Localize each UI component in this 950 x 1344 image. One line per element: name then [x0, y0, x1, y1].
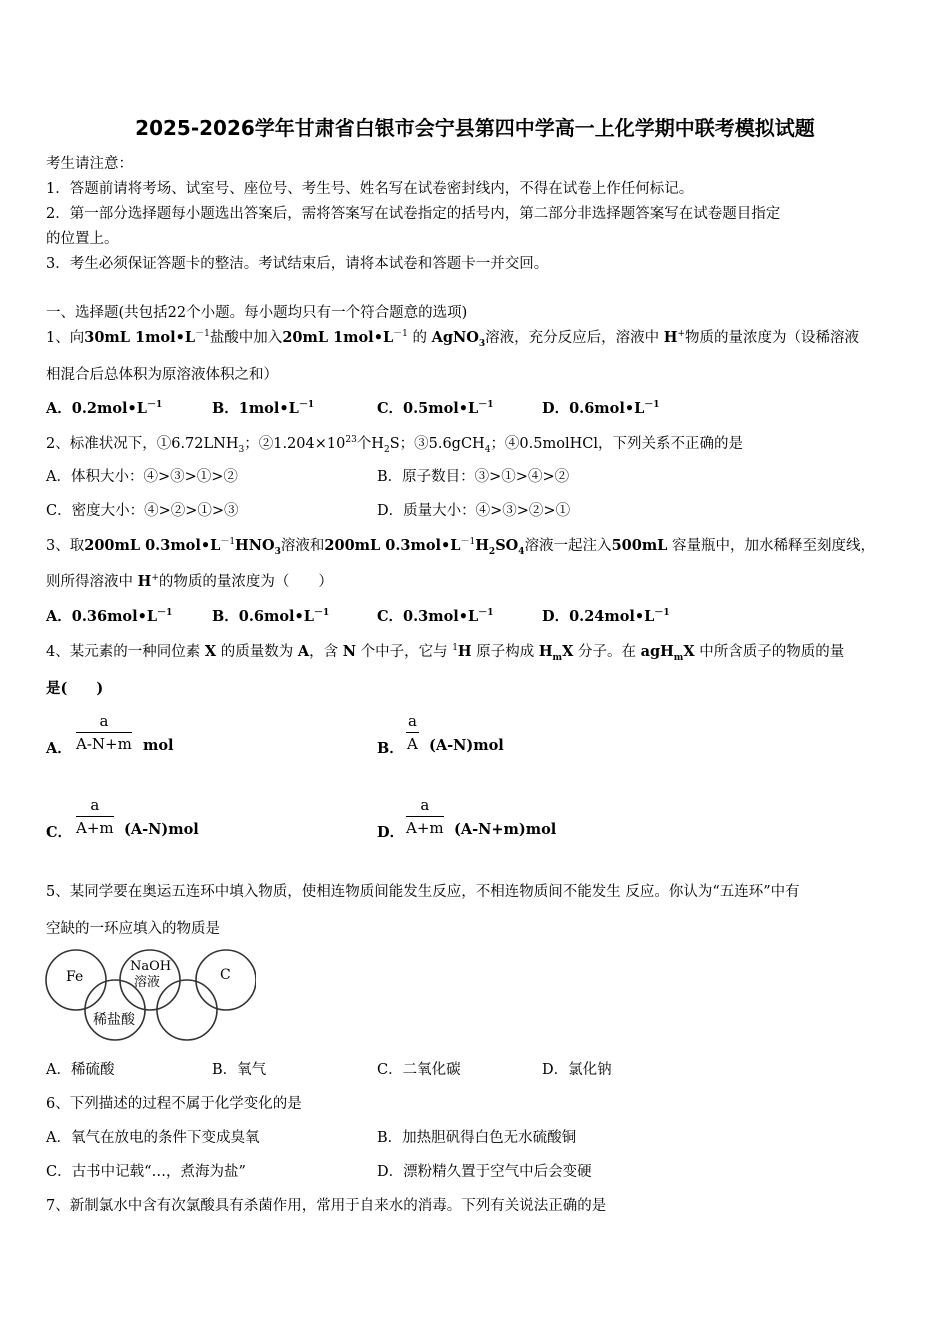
- option-b-label: B．: [377, 740, 404, 757]
- option-c: C．$0.5mol•L^{-1}$: [377, 400, 494, 417]
- question-7-line-1: 7、新制氯水中含有次氯酸具有杀菌作用，常用于自来水的消毒。下列有关说法正确的是: [46, 1198, 607, 1214]
- option-a-fraction: $\frac{a}{A-N+m}$: [76, 712, 132, 753]
- option-b-unit: (A-N)mol: [429, 737, 504, 754]
- page-title: 2025-2026学年甘肃省白银市会宁县第四中学高一上化学期中联考模拟试题: [135, 116, 815, 140]
- option-c-label: C．: [46, 824, 73, 841]
- option-c-fraction: $\frac{a}{A+m}$: [76, 796, 114, 837]
- option-b: B．加热胆矾得白色无水硫酸铜: [377, 1130, 577, 1146]
- option-b: B．氧气: [212, 1062, 267, 1078]
- ring-label-fe: Fe: [66, 969, 84, 985]
- olympic-rings-diagram: [44, 946, 256, 1046]
- option-a: A．稀硫酸: [46, 1062, 115, 1078]
- option-a: A．$0.36mol•L^{-1}$: [46, 608, 173, 625]
- ring-label-naoh: NaOH: [130, 959, 172, 974]
- option-b: B．$1mol•L^{-1}$: [212, 400, 315, 417]
- option-d-unit: (A-N+m)mol: [454, 821, 557, 838]
- option-c: C．古书中记载“…，煮海为盐”: [46, 1164, 246, 1180]
- option-d: D．氯化钠: [542, 1062, 612, 1078]
- notice-item: 2．第一部分选择题每小题选出答案后，需将答案写在试卷指定的括号内，第二部分非选择题答案写在试卷题目指定: [46, 206, 781, 222]
- question-3-line-1: 3、取200mL $0.3mol•L^{-1}HNO_3$溶液和200mL $0.3mol•L^{-1}H_2SO_4$溶液一起注入500mL 容量瓶中，加水稀释至刻度线，: [46, 537, 875, 557]
- question-2-line-1: 2、标准状况下，$①6.72LNH_3$；$②1.204\times 10^{23}$个$H_2S$；③5.6gCH$_4$；④0.5molHCl，下列关系不正确的是: [46, 435, 743, 455]
- option-b-fraction: $\frac{a}{A}$: [407, 712, 418, 753]
- option-a-label: A．: [46, 740, 72, 757]
- question-5-line-1: 5、某同学要在奥运五连环中填入物质，使相连物质间能发生反应，不相连物质间不能发生 反应。你认为“五连环”中有: [46, 884, 800, 900]
- option-a-unit: mol: [143, 737, 174, 754]
- ring-label-c: C: [220, 967, 231, 983]
- option-d: D．质量大小：④>③>②>①: [377, 503, 571, 519]
- option-c: C．密度大小：④>②>①>③: [46, 503, 239, 519]
- notice-item: 1．答题前请将考场、试室号、座位号、考生号、姓名写在试卷密封线内，不得在试卷上作任何标记。: [46, 181, 694, 197]
- question-3-line-2: 则所得溶液中 H+的物质的量浓度为（ ）: [46, 573, 333, 590]
- question-4-line-2: 是( ): [46, 680, 104, 697]
- ring-label-hcl: 稀盐酸: [93, 1012, 135, 1028]
- question-6-line-1: 6、下列描述的过程不属于化学变化的是: [46, 1096, 302, 1112]
- question-1-line-2: 相混合后总体积为原溶液体积之和）: [46, 367, 278, 383]
- option-b: B．原子数目：③>①>④>②: [377, 469, 570, 485]
- option-c: C．$0.3mol•L^{-1}$: [377, 608, 494, 625]
- notice-heading: 考生请注意：: [46, 156, 133, 172]
- option-a: A．体积大小：④>③>①>②: [46, 469, 238, 485]
- question-4-line-1: 4、某元素的一种同位素 X 的质量数为 A，含 N 个中子，它与 $^1$H 原子构成 $H_mX$ 分子。在 agH$_m$X 中所含质子的物质的量: [46, 643, 845, 663]
- notice-item: 3．考生必须保证答题卡的整洁。考试结束后，请将本试卷和答题卡一并交回。: [46, 256, 549, 272]
- option-d: D．$0.6mol•L^{-1}$: [542, 400, 660, 417]
- option-d-fraction: $\frac{a}{A+m}$: [406, 796, 444, 837]
- question-5-line-2: 空缺的一环应填入的物质是: [46, 921, 220, 937]
- option-c: C．二氧化碳: [377, 1062, 461, 1078]
- option-b: B．$0.6mol•L^{-1}$: [212, 608, 330, 625]
- option-a: A．氧气在放电的条件下变成臭氧: [46, 1130, 260, 1146]
- notice-item: 的位置上。: [46, 231, 119, 247]
- question-1-line-1: 1、向30mL $1mol•L^{-1}$盐酸中加入20mL $1mol•L^{-1}$ 的 AgNO$_3$溶液，充分反应后，溶液中 H+物质的量浓度为（设稀溶液: [46, 329, 860, 349]
- ring-label-naoh-solution: 溶液: [134, 975, 161, 990]
- option-a: A．$0.2mol•L^{-1}$: [46, 400, 163, 417]
- option-c-unit: (A-N)mol: [124, 821, 199, 838]
- option-d-label: D．: [377, 824, 405, 841]
- option-d: D．$0.24mol•L^{-1}$: [542, 608, 670, 625]
- option-d: D．漂粉精久置于空气中后会变硬: [377, 1164, 592, 1180]
- section-heading: 一、选择题(共包括22个小题。每小题均只有一个符合题意的选项): [46, 305, 468, 321]
- ring-empty: [157, 980, 217, 1040]
